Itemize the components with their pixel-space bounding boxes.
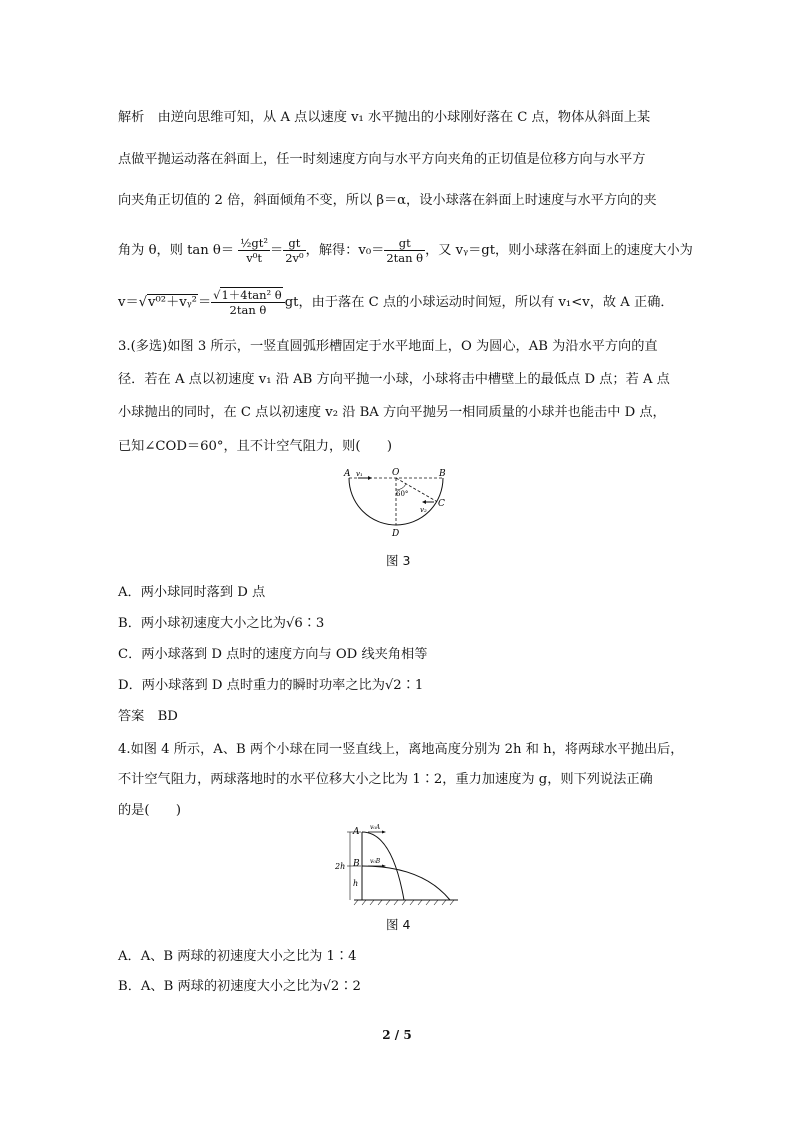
q3-line-3: 小球抛出的同时，在 C 点以初速度 v₂ 沿 BA 方向平抛另一相同质量的小球并也能击中 D 点， xyxy=(118,405,666,420)
trajectory-b xyxy=(362,866,450,900)
analysis-line-3: 向夹角正切值的 2 倍，斜面倾角不变，所以 β＝α，设小球落在斜面上时速度与水平方向的夹 xyxy=(118,193,657,208)
fraction-1-den: v⁰t xyxy=(246,251,262,265)
fraction-2-den: 2v⁰ xyxy=(285,251,304,265)
va-arrowhead xyxy=(382,831,386,834)
label-v1: v₁ xyxy=(356,470,363,478)
q3-option-c: C．两小球落到 D 点时的速度方向与 OD 线夹角相等 xyxy=(118,647,428,662)
fraction-4 xyxy=(211,288,285,317)
analysis-text-5b: ＝ xyxy=(197,295,212,310)
fraction-3-num: gt xyxy=(384,236,425,251)
fraction-2 xyxy=(283,236,305,265)
label-va: v₀A xyxy=(370,824,381,831)
figure-4-diagram xyxy=(330,822,460,908)
page-number: 2 / 5 xyxy=(382,1028,412,1042)
fraction-1-num: ½gt² xyxy=(240,236,269,250)
sqrt-expression: v⁰²＋vᵧ² xyxy=(148,295,197,310)
fraction-4-num: √1＋4tan² θ xyxy=(211,288,285,303)
label-2h: 2h xyxy=(335,862,346,871)
analysis-line-2: 点做平抛运动落在斜面上，任一时刻速度方向与水平方向夹角的正切值是位移方向与水平方 xyxy=(118,152,646,167)
q3-line-2: 径．若在 A 点以初速度 v₁ 沿 AB 方向平抛一小球，小球将击中槽壁上的最低点 D 点；若 A 点 xyxy=(118,372,670,387)
label-a: A xyxy=(344,469,351,479)
analysis-line-1 xyxy=(118,110,650,126)
analysis-text-1: 由逆向思维可知，从 A 点以速度 v₁ 水平抛出的小球刚好落在 C 点，物体从斜面上某 xyxy=(157,110,651,125)
analysis-line-5: v＝√v⁰²＋vᵧ²＝ $\frac{\text{√1＋4tan² θ}}{\text{2tan θ}}$ gt，由于落在 C 点的小球运动时间短，所以有 v₁<v，故 A 正确． xyxy=(118,288,674,317)
fraction-3-den: 2tan θ xyxy=(386,251,424,265)
v2-arrowhead xyxy=(422,500,426,504)
q3-line-4: 已知∠COD＝60°，且不计空气阻力，则( ) xyxy=(118,439,392,454)
analysis-text-5a: v＝ xyxy=(118,295,139,310)
q4-line-1: 4.如图 4 所示，A、B 两个小球在同一竖直线上，离地高度分别为 2h 和 h，将两球水平抛出后， xyxy=(118,742,684,757)
analysis-line-4: 角为 θ，则 tan θ＝ $\frac{\text{½gt²}}{\text{v⁰t}}$ ＝ $\frac{gt}{\text{2v⁰}}$ ，解得：v₀＝ $\frac{gt}{\text{2tan θ}}$ ，又 vᵧ＝gt，则小球落在斜面上的速度大小为 xyxy=(118,236,693,265)
analysis-label: 解析 xyxy=(118,110,145,125)
label-b: B xyxy=(439,469,446,479)
answer-value: BD xyxy=(157,709,178,724)
q3-option-d: D．两小球落到 D 点时重力的瞬时功率之比为√2∶1 xyxy=(118,678,424,693)
answer-label: 答案 xyxy=(118,709,145,724)
label-b: B xyxy=(353,859,360,869)
q4-option-a: A．A、B 两球的初速度大小之比为 1∶4 xyxy=(118,949,357,964)
q3-option-b: B．两小球初速度大小之比为√6∶3 xyxy=(118,616,325,631)
fraction-3 xyxy=(384,236,425,265)
figure-3-diagram xyxy=(338,466,458,542)
fraction-1 xyxy=(238,236,270,265)
fraction-2-num: gt xyxy=(283,236,305,251)
fraction-4-den: 2tan θ xyxy=(229,303,267,317)
analysis-text-4b: ，解得：v₀＝ xyxy=(305,243,385,258)
label-h: h xyxy=(353,879,359,888)
q4-option-b: B．A、B 两球的初速度大小之比为√2∶2 xyxy=(118,979,361,994)
label-o: O xyxy=(392,468,400,478)
fraction-4-sqrt: 1＋4tan² θ xyxy=(221,288,282,302)
ground-hatch xyxy=(354,900,454,905)
q3-option-a: A．两小球同时落到 D 点 xyxy=(118,585,266,600)
label-vb: v₀B xyxy=(370,858,381,865)
q4-line-3: 的是( ) xyxy=(118,803,182,818)
label-c: C xyxy=(438,499,445,509)
q4-line-2: 不计空气阻力，两球落地时的水平位移大小之比为 1∶2，重力加速度为 g，则下列说法正确 xyxy=(118,772,653,787)
label-angle: 60° xyxy=(396,490,409,498)
analysis-text-4a: 角为 θ，则 tan θ＝ xyxy=(118,243,235,258)
q3-line-1: 3.(多选)如图 3 所示，一竖直圆弧形槽固定于水平地面上，O 为圆心，AB 为沿水平方向的直 xyxy=(118,339,658,354)
label-v2: v₂ xyxy=(420,506,427,514)
figure-4-caption: 图 4 xyxy=(386,917,411,932)
figure-3-caption: 图 3 xyxy=(386,553,411,568)
analysis-text-5c: gt，由于落在 C 点的小球运动时间短，所以有 v₁<v，故 A 正确． xyxy=(284,295,674,310)
v1-arrowhead xyxy=(368,476,372,480)
q3-answer xyxy=(118,709,178,725)
label-d: D xyxy=(392,529,400,539)
analysis-text-4c: ，又 vᵧ＝gt，则小球落在斜面上的速度大小为 xyxy=(425,243,693,258)
label-a: A xyxy=(353,827,360,837)
